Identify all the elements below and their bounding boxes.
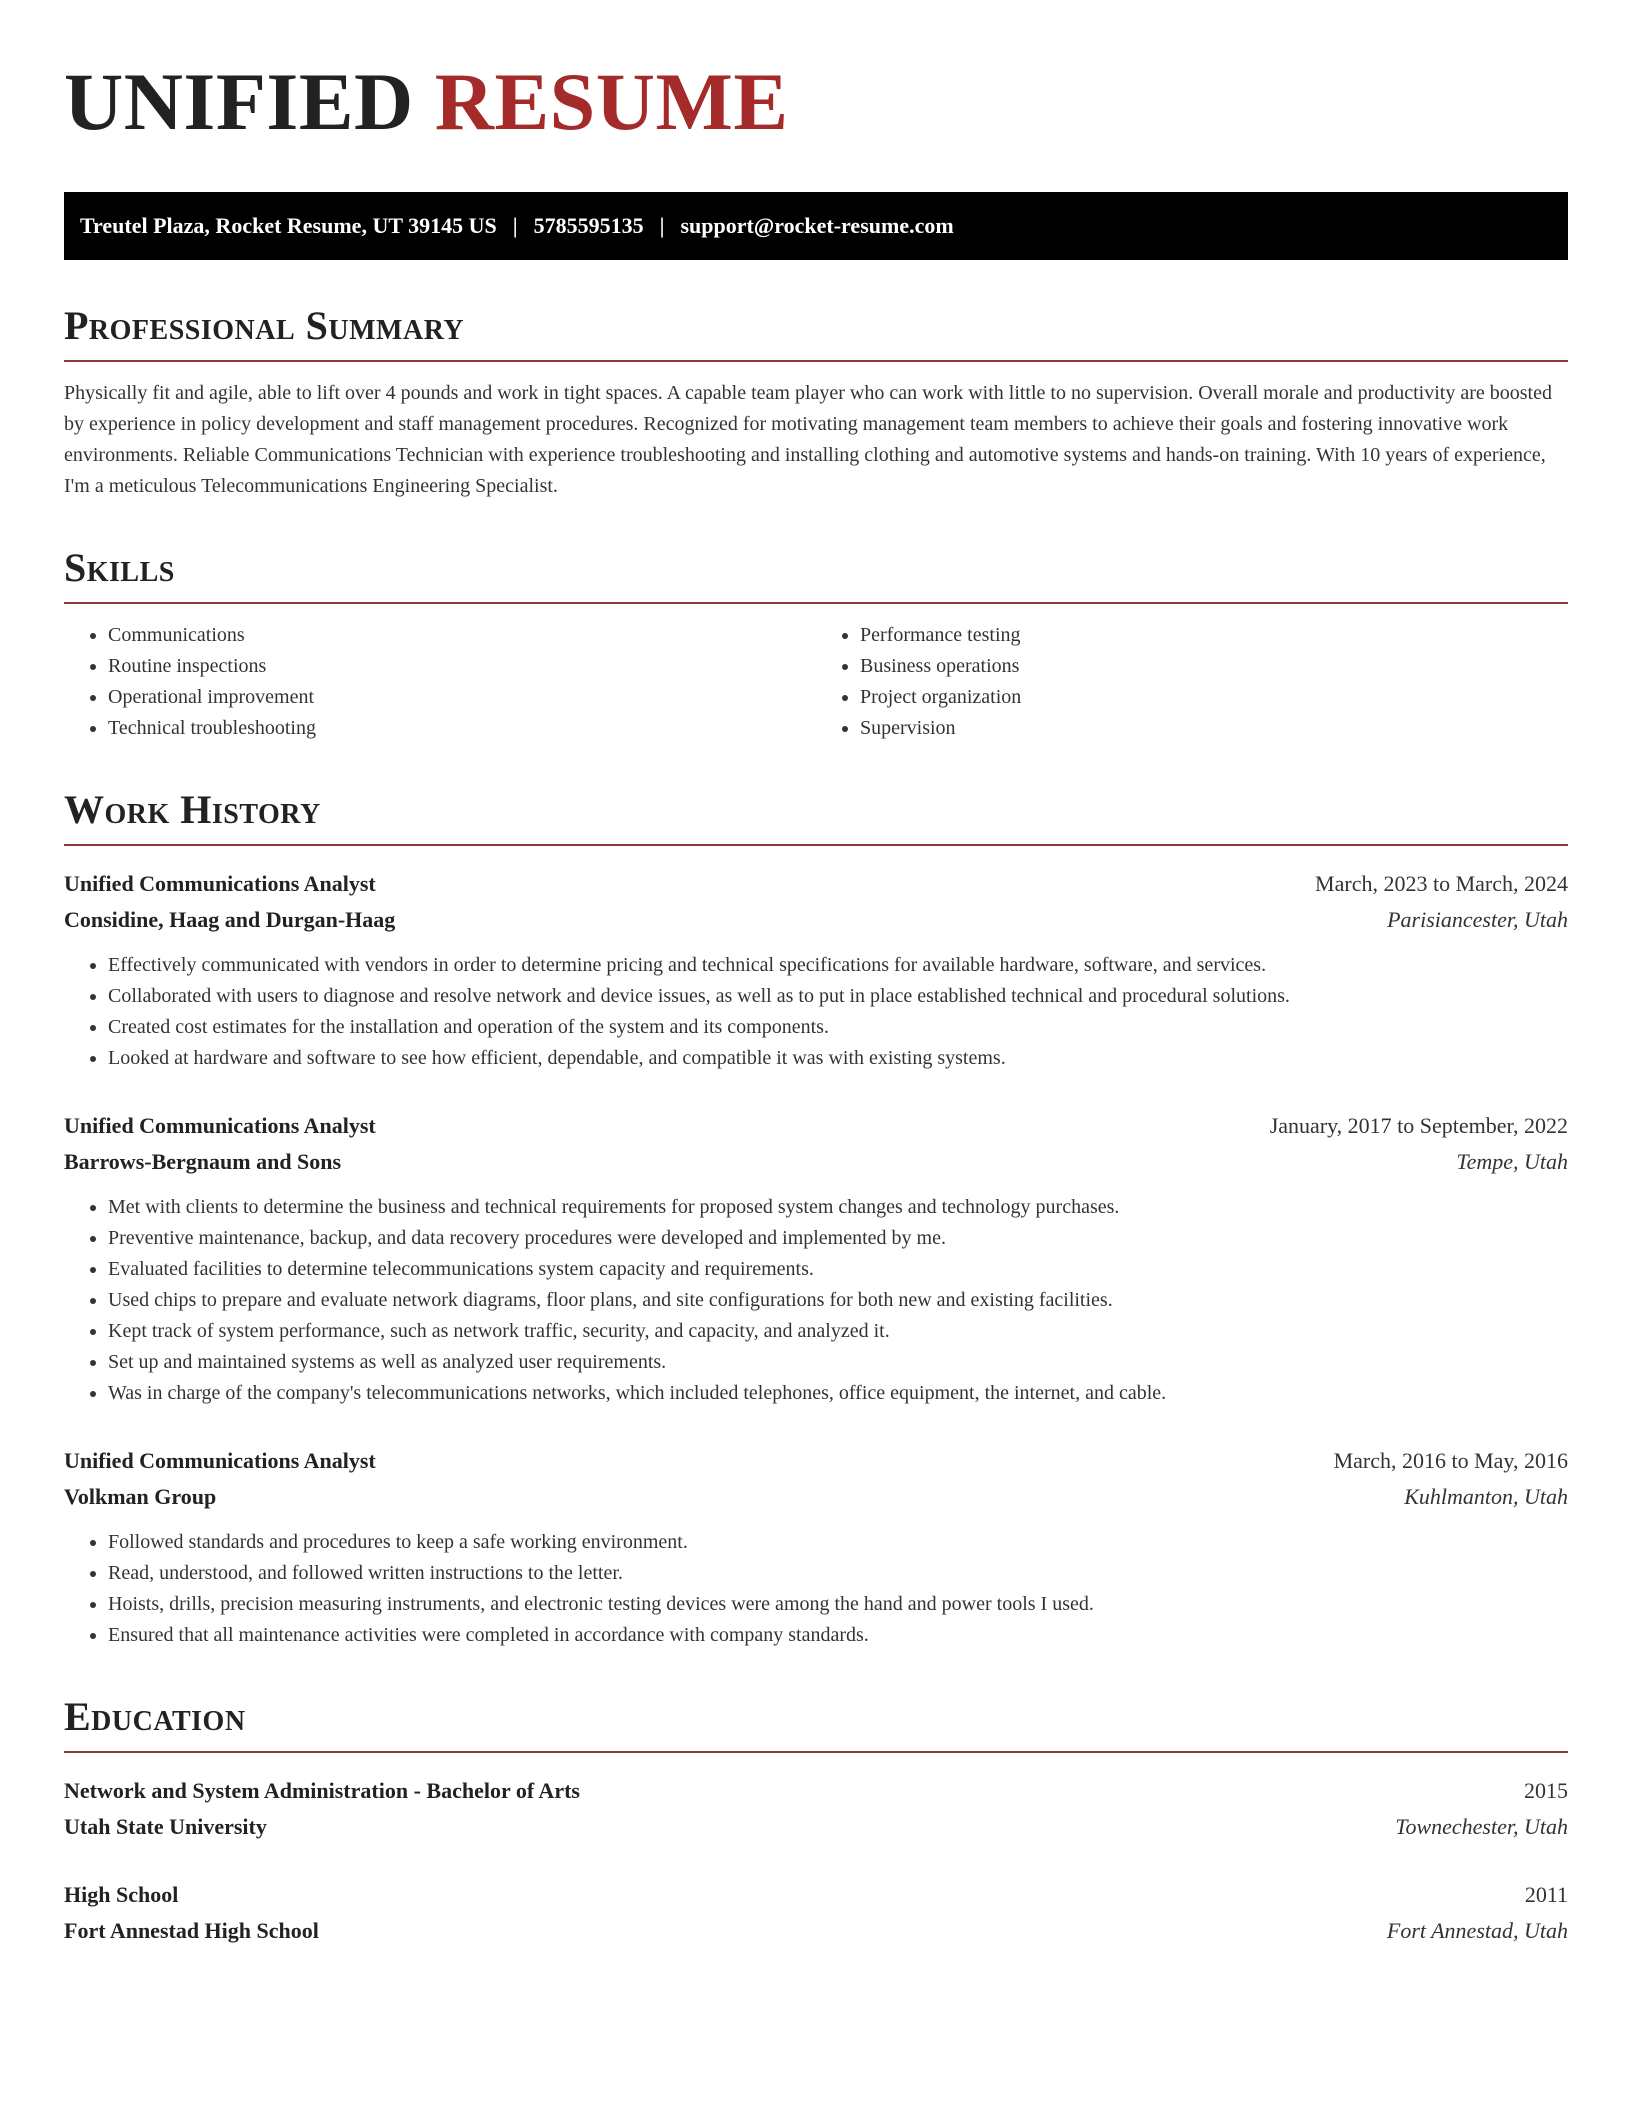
summary-text: Physically fit and agile, able to lift over 4 pounds and work in tight spaces. A capable team player who can work with little to no supervision. Overall morale and productivity are boosted by experience in policy development and staff management procedures. Recognized for motivating management team members to achieve their goals and fostering innovative work environments. Reliable Communications Technician with experience troubleshooting and installing clothing and automotive systems and hands-on training. With 10 years of experience, I'm a meticulous Telecommunications Engineering Specialist. xyxy=(64,382,1552,497)
job-bullet: • Met with clients to determine the business and technical requirements for proposed system changes and technology purchases. xyxy=(108,1192,1568,1223)
education-school: Fort Annestad High School xyxy=(64,1918,319,1943)
job-title: Unified Communications Analyst xyxy=(64,1113,376,1138)
section-divider xyxy=(64,360,1568,362)
education-location: Townechester, Utah xyxy=(1395,1814,1568,1839)
education-school-row xyxy=(64,1809,1568,1845)
skill-item: • Routine inspections xyxy=(108,651,816,682)
education-school: Utah State University xyxy=(64,1814,267,1839)
job-bullets xyxy=(64,950,1568,1074)
section-title-work-history: Work History xyxy=(64,787,321,832)
education-degree-row xyxy=(64,1877,1568,1913)
job-location: Kuhlmanton, Utah xyxy=(1404,1484,1568,1509)
job-company: Considine, Haag and Durgan-Haag xyxy=(64,907,396,932)
education-entry xyxy=(64,1773,1568,1845)
education-degree-row xyxy=(64,1773,1568,1809)
job-bullet: • Collaborated with users to diagnose and resolve network and device issues, as well as to put in place established technical and procedural solutions. xyxy=(108,981,1568,1012)
job-entry xyxy=(64,1108,1568,1409)
job-dates: March, 2023 to March, 2024 xyxy=(1315,871,1568,896)
job-bullet: • Effectively communicated with vendors in order to determine pricing and technical specifications for available hardware, software, and services. xyxy=(108,950,1568,981)
skill-item: • Communications xyxy=(108,620,816,651)
job-bullet: • Set up and maintained systems as well as analyzed user requirements. xyxy=(108,1347,1568,1378)
skill-item: • Operational improvement xyxy=(108,682,816,713)
contact-email: support@rocket-resume.com xyxy=(680,213,954,238)
contact-address: Treutel Plaza, Rocket Resume, UT 39145 US xyxy=(80,213,497,238)
first-name: UNIFIED xyxy=(64,56,414,147)
last-name: RESUME xyxy=(434,56,789,147)
education-year: 2011 xyxy=(1524,1882,1568,1907)
skill-item: • Business operations xyxy=(860,651,1568,682)
job-company-row xyxy=(64,902,1568,938)
job-dates: January, 2017 to September, 2022 xyxy=(1269,1113,1568,1138)
education-school-row xyxy=(64,1913,1568,1949)
job-title: Unified Communications Analyst xyxy=(64,871,376,896)
job-entry xyxy=(64,1443,1568,1651)
job-company: Volkman Group xyxy=(64,1484,217,1509)
job-bullet: • Ensured that all maintenance activities were completed in accordance with company standards. xyxy=(108,1620,1568,1651)
education-year: 2015 xyxy=(1524,1778,1568,1803)
job-bullet: • Evaluated facilities to determine telecommunications system capacity and requirements. xyxy=(108,1254,1568,1285)
resume-name xyxy=(64,0,1568,150)
contact-phone: 5785595135 xyxy=(533,213,644,238)
section-title-summary: Professional Summary xyxy=(64,303,465,348)
job-bullet: • Preventive maintenance, backup, and data recovery procedures were developed and implemented by me. xyxy=(108,1223,1568,1254)
contact-separator: | xyxy=(659,213,665,238)
skill-item: • Supervision xyxy=(860,713,1568,744)
skill-item: • Performance testing xyxy=(860,620,1568,651)
job-company-row xyxy=(64,1144,1568,1180)
section-divider xyxy=(64,844,1568,846)
skill-item: • Technical troubleshooting xyxy=(108,713,816,744)
skill-item: • Project organization xyxy=(860,682,1568,713)
job-bullet: • Used chips to prepare and evaluate network diagrams, floor plans, and site configurations for both new and existing facilities. xyxy=(108,1285,1568,1316)
skills-list-right xyxy=(816,620,1568,744)
skills-columns xyxy=(64,620,1568,744)
job-location: Parisiancester, Utah xyxy=(1387,907,1568,932)
job-title: Unified Communications Analyst xyxy=(64,1448,376,1473)
contact-bar xyxy=(64,192,1568,260)
job-dates: March, 2016 to May, 2016 xyxy=(1333,1448,1568,1473)
education-location: Fort Annestad, Utah xyxy=(1386,1918,1568,1943)
work-history-section xyxy=(64,786,1568,1651)
contact-separator: | xyxy=(512,213,518,238)
job-bullet: • Hoists, drills, precision measuring instruments, and electronic testing devices were among the hand and power tools I used. xyxy=(108,1589,1568,1620)
section-divider xyxy=(64,1751,1568,1753)
job-bullet: • Created cost estimates for the installation and operation of the system and its components. xyxy=(108,1012,1568,1043)
job-location: Tempe, Utah xyxy=(1456,1149,1568,1174)
job-header-row xyxy=(64,1108,1568,1144)
job-bullet: • Looked at hardware and software to see how efficient, dependable, and compatible it was with existing systems. xyxy=(108,1043,1568,1074)
job-entry xyxy=(64,866,1568,1074)
job-bullet: • Read, understood, and followed written instructions to the letter. xyxy=(108,1558,1568,1589)
job-header-row xyxy=(64,1443,1568,1479)
job-company-row xyxy=(64,1479,1568,1515)
section-divider xyxy=(64,602,1568,604)
skills-list-left xyxy=(64,620,816,744)
education-section xyxy=(64,1693,1568,1949)
education-entry xyxy=(64,1877,1568,1949)
education-degree: Network and System Administration - Bachelor of Arts xyxy=(64,1778,580,1803)
job-bullet: • Was in charge of the company's telecommunications networks, which included telephones, office equipment, the internet, and cable. xyxy=(108,1378,1568,1409)
job-bullet: • Followed standards and procedures to keep a safe working environment. xyxy=(108,1527,1568,1558)
section-title-education: Education xyxy=(64,1694,246,1739)
job-bullets xyxy=(64,1192,1568,1409)
job-header-row xyxy=(64,866,1568,902)
summary-section xyxy=(64,302,1568,502)
job-company: Barrows-Bergnaum and Sons xyxy=(64,1149,342,1174)
job-bullet: • Kept track of system performance, such as network traffic, security, and capacity, and analyzed it. xyxy=(108,1316,1568,1347)
skills-section xyxy=(64,544,1568,744)
job-bullets xyxy=(64,1527,1568,1651)
section-title-skills: Skills xyxy=(64,545,175,590)
education-degree: High School xyxy=(64,1882,179,1907)
